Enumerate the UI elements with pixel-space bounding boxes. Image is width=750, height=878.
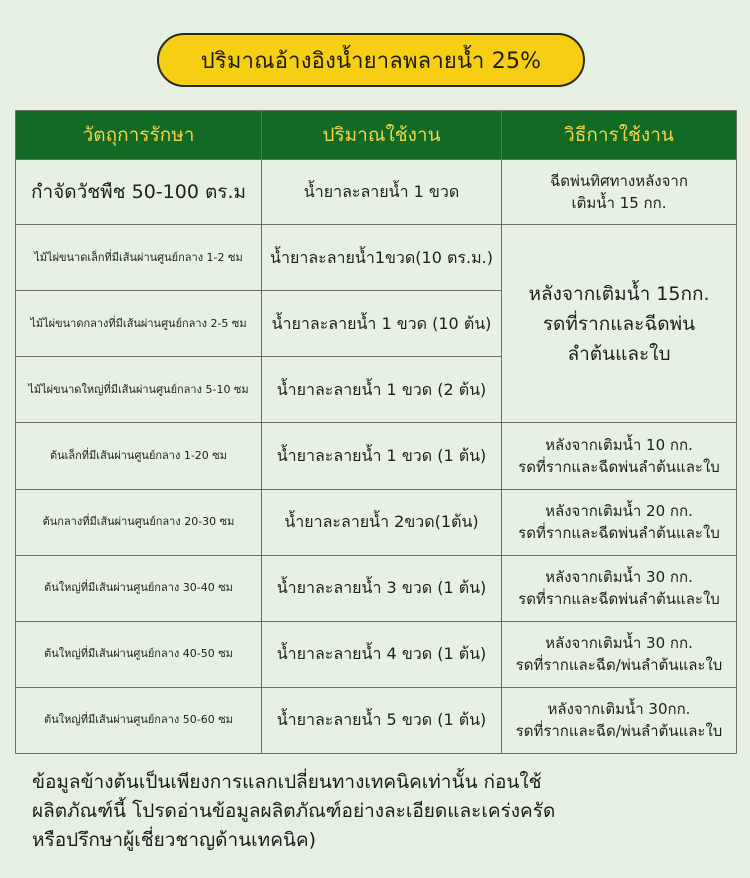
method-cell: [502, 423, 737, 489]
method-line: รดที่รากและฉีดพ่น: [542, 312, 696, 335]
amount-cell: น้ำยาละลายน้ำ 1 ขวด: [262, 160, 502, 225]
target-cell: กำจัดวัชพืช 50-100 ตร.ม: [16, 160, 262, 225]
target-cell: ต้นใหญ่ที่มีเส้นผ่านศูนย์กลาง 50-60 ซม: [16, 687, 262, 753]
disclaimer-line: ผลิตภัณฑ์นี้ โปรดอ่านข้อมูลผลิตภัณฑ์อย่างละเอียดและเคร่งครัด: [32, 800, 556, 822]
method-line: ฉีดพ่นทิศทางหลังจาก: [550, 172, 688, 191]
method-line: รดที่รากและฉีดพ่นลำต้นและใบ: [518, 590, 720, 609]
amount-cell: น้ำยาละลายน้ำ 5 ขวด (1 ต้น): [262, 687, 502, 753]
header-target: วัตถุการรักษา: [16, 111, 262, 160]
method-line: รดที่รากและฉีดพ่นลำต้นและใบ: [518, 524, 720, 543]
header-method: วิธีการใช้งาน: [502, 111, 737, 160]
method-line: รดที่รากและฉีดพ่นลำต้นและใบ: [518, 457, 720, 476]
amount-cell: น้ำยาละลายน้ำ 1 ขวด (1 ต้น): [262, 423, 502, 489]
method-line: ลำต้นและใบ: [567, 342, 671, 365]
target-cell: ต้นกลางที่มีเส้นผ่านศูนย์กลาง 20-30 ซม: [16, 489, 262, 555]
target-cell: ไม้ไผ่ขนาดใหญ่ที่มีเส้นผ่านศูนย์กลาง 5-10 ซม: [16, 357, 262, 423]
target-cell: ต้นเล็กที่มีเส้นผ่านศูนย์กลาง 1-20 ซม: [16, 423, 262, 489]
method-cell: [502, 555, 737, 621]
amount-cell: น้ำยาละลายน้ำ 2ขวด(1ต้น): [262, 489, 502, 555]
merged-method-cell: [502, 225, 737, 423]
amount-cell: น้ำยาละลายน้ำ 1 ขวด (10 ต้น): [262, 291, 502, 357]
method-line: หลังจากเติมน้ำ 10 กก.: [545, 435, 693, 454]
table-row: [16, 423, 737, 489]
method-line: รดที่รากและฉีด/พ่นลำต้นและใบ: [515, 656, 723, 675]
table-row: [16, 225, 737, 291]
usage-table: [15, 110, 737, 754]
target-cell: ต้นใหญ่ที่มีเส้นผ่านศูนย์กลาง 40-50 ซม: [16, 621, 262, 687]
method-cell: [502, 160, 737, 225]
method-line: หลังจากเติมน้ำ 15กก.: [528, 282, 710, 305]
amount-cell: น้ำยาละลายน้ำ 3 ขวด (1 ต้น): [262, 555, 502, 621]
page-title: ปริมาณอ้างอิงน้ำยาลพลายน้ำ 25%: [157, 33, 585, 87]
target-cell: ไม้ไผ่ขนาดเล็กที่มีเส้นผ่านศูนย์กลาง 1-2 ซม: [16, 225, 262, 291]
method-cell: [502, 621, 737, 687]
method-line: หลังจากเติมน้ำ 30 กก.: [545, 634, 693, 653]
method-line: หลังจากเติมน้ำ 30 กก.: [545, 568, 693, 587]
table-row: [16, 621, 737, 687]
method-cell: [502, 687, 737, 753]
table-row: [16, 555, 737, 621]
amount-cell: น้ำยาละลายน้ำ 4 ขวด (1 ต้น): [262, 621, 502, 687]
table-row: [16, 160, 737, 225]
target-cell: ไม้ไผ่ขนาดกลางที่มีเส้นผ่านศูนย์กลาง 2-5 ซม: [16, 291, 262, 357]
method-line: หลังจากเติมน้ำ 30กก.: [547, 700, 691, 719]
header-amount: ปริมาณใช้งาน: [262, 111, 502, 160]
method-cell: [502, 489, 737, 555]
table-row: [16, 489, 737, 555]
method-line: หลังจากเติมน้ำ 20 กก.: [545, 502, 693, 521]
table-header-row: [16, 111, 737, 160]
amount-cell: น้ำยาละลายน้ำ1ขวด(10 ตร.ม.): [262, 225, 502, 291]
amount-cell: น้ำยาละลายน้ำ 1 ขวด (2 ต้น): [262, 357, 502, 423]
disclaimer-line: ข้อมูลข้างต้นเป็นเพียงการแลกเปลี่ยนทางเทคนิคเท่านั้น ก่อนใช้: [32, 771, 542, 793]
disclaimer-line: หรือปรึกษาผู้เชี่ยวชาญด้านเทคนิค): [32, 829, 317, 851]
method-line: เติมน้ำ 15 กก.: [571, 194, 667, 213]
method-line: รดที่รากและฉีด/พ่นลำต้นและใบ: [515, 722, 723, 741]
target-cell: ต้นใหญ่ที่มีเส้นผ่านศูนย์กลาง 30-40 ซม: [16, 555, 262, 621]
table-row: [16, 687, 737, 753]
disclaimer-note: [32, 768, 722, 855]
